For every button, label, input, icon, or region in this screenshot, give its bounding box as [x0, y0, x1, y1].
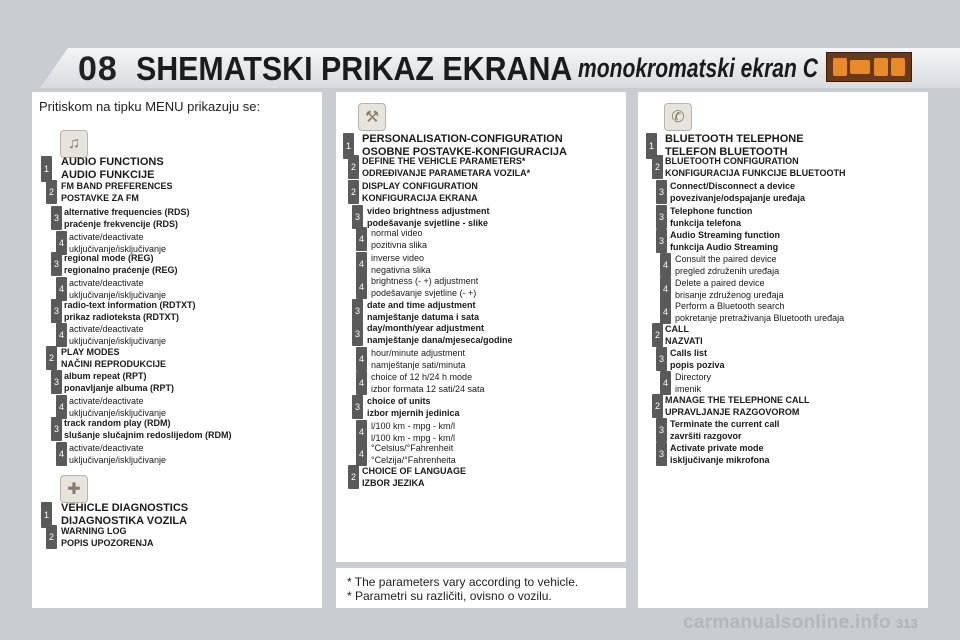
- level-badge: 2: [46, 525, 57, 549]
- entry-croatian: završiti razgovor: [670, 431, 742, 441]
- menu-entry-level-4: [371, 371, 485, 395]
- menu-entry-level-3: [64, 299, 196, 323]
- menu-entry-level-4: [675, 253, 779, 277]
- entry-english: Audio Streaming function: [670, 230, 780, 240]
- entry-english: PLAY MODES: [61, 347, 120, 357]
- entry-croatian: UPRAVLJANJE RAZGOVOROM: [665, 407, 800, 417]
- level-badge: 4: [356, 227, 367, 251]
- entry-croatian: podešavanje svjetline - slike: [367, 218, 489, 228]
- menu-entry-level-1: [61, 156, 164, 182]
- menu-entry-level-3: [64, 370, 174, 394]
- menu-entry-level-2: [665, 155, 846, 179]
- entry-croatian: NAČINI REPRODUKCIJE: [61, 359, 167, 369]
- menu-entry-level-2: [665, 394, 810, 418]
- level-badge: 3: [51, 417, 62, 441]
- level-badge: 4: [56, 395, 67, 419]
- level-badge: 4: [356, 371, 367, 395]
- entry-croatian: funkcija Audio Streaming: [670, 242, 779, 252]
- menu-entry-level-4: [675, 277, 784, 301]
- entry-croatian: namještanje datuma i sata: [367, 312, 480, 322]
- entry-croatian: negativna slika: [371, 265, 431, 275]
- entry-english: normal video: [371, 228, 423, 238]
- entry-croatian: AUDIO FUNKCIJE: [61, 169, 155, 181]
- entry-english: MANAGE THE TELEPHONE CALL: [665, 395, 810, 405]
- entry-croatian: pozitivna slika: [371, 240, 428, 250]
- entry-croatian: slušanje slučajnim redoslijedom (RDM): [64, 430, 232, 440]
- entry-english: BLUETOOTH CONFIGURATION: [665, 156, 799, 166]
- entry-croatian: KONFIGURACIJA FUNKCIJE BLUETOOTH: [665, 168, 846, 178]
- menu-entry-level-2: [665, 323, 703, 347]
- entry-croatian: °Celzija/°Fahrenheita: [371, 455, 456, 465]
- entry-english: day/month/year adjustment: [367, 323, 485, 333]
- entry-english: alternative frequencies (RDS): [64, 207, 190, 217]
- level-badge: 2: [348, 465, 359, 489]
- entry-english: Telephone function: [670, 206, 753, 216]
- menu-entry-level-4: [69, 277, 166, 301]
- entry-english: album repeat (RPT): [64, 371, 147, 381]
- entry-english: DISPLAY CONFIGURATION: [362, 181, 478, 191]
- level-badge: 3: [656, 442, 667, 466]
- entry-croatian: uključivanje/isključivanje: [69, 455, 167, 465]
- level-badge: 2: [46, 346, 57, 370]
- entry-croatian: namještanje sati/minuta: [371, 360, 466, 370]
- level-badge: 3: [51, 299, 62, 323]
- entry-english: track random play (RDM): [64, 418, 171, 428]
- page-number: 313: [896, 616, 918, 631]
- entry-croatian: l/100 km - mpg - km/l: [371, 433, 456, 443]
- level-badge: 1: [646, 133, 657, 159]
- entry-english: Activate private mode: [670, 443, 764, 453]
- level-badge: 4: [356, 347, 367, 371]
- entry-english: Calls list: [670, 348, 708, 358]
- entry-english: CHOICE OF LANGUAGE: [362, 466, 467, 476]
- menu-entry-level-3: [670, 442, 770, 466]
- level-badge: 4: [660, 300, 671, 324]
- phone-icon: ✆: [664, 103, 692, 131]
- footnote-hr: * Parametri su različiti, ovisno o vozilu.: [347, 589, 552, 603]
- entry-croatian: isključivanje mikrofona: [670, 455, 770, 465]
- menu-entry-level-3: [670, 229, 780, 253]
- entry-english: VEHICLE DIAGNOSTICS: [61, 502, 189, 514]
- footnote-en: * The parameters vary according to vehicle.: [347, 575, 579, 589]
- entry-croatian: popis poziva: [670, 360, 725, 370]
- page-header: [0, 0, 960, 90]
- level-badge: 3: [656, 229, 667, 253]
- level-badge: 3: [51, 252, 62, 276]
- entry-croatian: ODREĐIVANJE PARAMETARA VOZILA*: [362, 168, 531, 178]
- page-subtitle: monokromatski ekran C: [578, 53, 818, 83]
- watermark: carmanualsonline.info: [683, 612, 891, 633]
- menu-entry-level-3: [64, 417, 232, 441]
- entry-croatian: namještanje dana/mjeseca/godine: [367, 335, 513, 345]
- level-badge: 4: [660, 371, 671, 395]
- chapter-number: 08: [78, 50, 118, 88]
- level-badge: 2: [652, 155, 663, 179]
- level-badge: 4: [356, 275, 367, 299]
- level-badge: 2: [348, 155, 359, 179]
- entry-english: BLUETOOTH TELEPHONE: [665, 133, 804, 145]
- entry-croatian: POPIS UPOZORENJA: [61, 538, 154, 548]
- menu-entry-level-3: [367, 395, 460, 419]
- level-badge: 3: [352, 205, 363, 229]
- entry-croatian: POSTAVKE ZA FM: [61, 193, 139, 203]
- menu-entry-level-4: [371, 442, 456, 466]
- menu-entry-level-3: [64, 206, 190, 230]
- menu-entry-level-2: [362, 155, 530, 179]
- entry-english: l/100 km - mpg - km/l: [371, 421, 456, 431]
- menu-entry-level-4: [371, 252, 431, 276]
- level-badge: 4: [56, 277, 67, 301]
- entry-croatian: pokretanje pretraživanja Bluetooth uređaja: [675, 313, 845, 323]
- entry-croatian: povezivanje/odspajanje uređaja: [670, 193, 806, 203]
- monochrome-screen-c-icon: [826, 52, 912, 82]
- menu-entry-level-3: [670, 418, 779, 442]
- level-badge: 4: [660, 277, 671, 301]
- level-badge: 3: [656, 418, 667, 442]
- entry-croatian: izbor formata 12 sati/24 sata: [371, 384, 485, 394]
- entry-croatian: prikaz radioteksta (RDTXT): [64, 312, 180, 322]
- entry-croatian: podešavanje svjetline (- +): [371, 288, 477, 298]
- entry-english: AUDIO FUNCTIONS: [61, 156, 164, 168]
- entry-croatian: uključivanje/isključivanje: [69, 408, 167, 418]
- level-badge: 3: [656, 180, 667, 204]
- entry-english: radio-text information (RDTXT): [64, 300, 196, 310]
- menu-entry-level-4: [371, 275, 478, 299]
- menu-entry-level-3: [670, 205, 752, 229]
- entry-english: °Celsius/°Fahrenheit: [371, 443, 454, 453]
- level-badge: 3: [352, 322, 363, 346]
- menu-entry-level-2: [61, 525, 154, 549]
- entry-croatian: imenik: [675, 384, 702, 394]
- entry-croatian: DIJAGNOSTIKA VOZILA: [61, 515, 188, 527]
- level-badge: 1: [41, 502, 52, 528]
- level-badge: 4: [660, 253, 671, 277]
- entry-english: video brightness adjustment: [367, 206, 490, 216]
- entry-english: activate/deactivate: [69, 232, 144, 242]
- entry-english: Connect/Disconnect a device: [670, 181, 796, 191]
- entry-croatian: pregled združenih uređaja: [675, 266, 780, 276]
- menu-entry-level-4: [69, 442, 166, 466]
- menu-entry-level-4: [675, 371, 711, 395]
- menu-entry-level-4: [371, 347, 466, 371]
- entry-croatian: izbor mjernih jedinica: [367, 408, 460, 418]
- entry-english: Terminate the current call: [670, 419, 780, 429]
- menu-entry-level-4: [371, 227, 427, 251]
- entry-croatian: uključivanje/isključivanje: [69, 290, 167, 300]
- level-badge: 4: [356, 442, 367, 466]
- page-title: SHEMATSKI PRIKAZ EKRANA: [136, 50, 573, 87]
- level-badge: 3: [352, 395, 363, 419]
- level-badge: 4: [56, 323, 67, 347]
- entry-english: Directory: [675, 372, 712, 382]
- entry-english: activate/deactivate: [69, 396, 144, 406]
- level-badge: 3: [51, 206, 62, 230]
- footnote: [347, 575, 578, 603]
- level-badge: 4: [356, 252, 367, 276]
- menu-entry-level-3: [670, 180, 805, 204]
- entry-english: Delete a paired device: [675, 278, 765, 288]
- level-badge: 4: [56, 231, 67, 255]
- level-badge: 1: [41, 156, 52, 182]
- menu-entry-level-2: [362, 180, 478, 204]
- level-badge: 2: [652, 323, 663, 347]
- entry-english: hour/minute adjustment: [371, 348, 466, 358]
- menu-entry-level-3: [367, 205, 490, 229]
- entry-croatian: funkcija telefona: [670, 218, 742, 228]
- menu-entry-level-4: [675, 300, 844, 324]
- speaker-icon: ♫: [60, 130, 88, 158]
- menu-entry-level-4: [371, 420, 455, 444]
- entry-english: regional mode (REG): [64, 253, 154, 263]
- level-badge: 3: [656, 205, 667, 229]
- entry-english: CALL: [665, 324, 689, 334]
- entry-croatian: ponavljanje albuma (RPT): [64, 383, 175, 393]
- entry-croatian: OSOBNE POSTAVKE-KONFIGURACIJA: [362, 146, 567, 158]
- level-badge: 3: [352, 299, 363, 323]
- level-badge: 3: [51, 370, 62, 394]
- entry-croatian: praćenje frekvencije (RDS): [64, 219, 179, 229]
- entry-croatian: uključivanje/isključivanje: [69, 336, 167, 346]
- menu-entry-level-2: [61, 346, 166, 370]
- level-badge: 2: [652, 394, 663, 418]
- menu-entry-level-2: [362, 465, 466, 489]
- menu-entry-level-4: [69, 395, 166, 419]
- entry-english: PERSONALISATION-CONFIGURATION: [362, 133, 563, 145]
- entry-english: inverse video: [371, 253, 425, 263]
- tools-icon: ⚒: [358, 103, 386, 131]
- intro-text: Pritiskom na tipku MENU prikazuju se:: [39, 99, 261, 114]
- entry-english: WARNING LOG: [61, 526, 127, 536]
- menu-entry-level-3: [367, 299, 479, 323]
- menu-entry-level-2: [61, 180, 173, 204]
- entry-english: Perform a Bluetooth search: [675, 301, 785, 311]
- entry-croatian: KONFIGURACIJA EKRANA: [362, 193, 478, 203]
- entry-croatian: brisanje združenog uređaja: [675, 290, 784, 300]
- entry-english: activate/deactivate: [69, 443, 144, 453]
- entry-english: date and time adjustment: [367, 300, 476, 310]
- car-diagnostics-icon: ✚: [60, 475, 88, 503]
- level-badge: 4: [56, 442, 67, 466]
- entry-croatian: IZBOR JEZIKA: [362, 478, 425, 488]
- level-badge: 4: [356, 420, 367, 444]
- level-badge: 3: [656, 347, 667, 371]
- entry-english: choice of 12 h/24 h mode: [371, 372, 473, 382]
- entry-croatian: TELEFON BLUETOOTH: [665, 146, 788, 158]
- level-badge: 1: [343, 133, 354, 159]
- entry-english: Consult the paired device: [675, 254, 777, 264]
- entry-croatian: regionalno praćenje (REG): [64, 265, 178, 275]
- entry-english: brightness (- +) adjustment: [371, 276, 479, 286]
- entry-english: DEFINE THE VEHICLE PARAMETERS*: [362, 156, 526, 166]
- menu-entry-level-3: [64, 252, 178, 276]
- entry-english: activate/deactivate: [69, 324, 144, 334]
- entry-english: FM BAND PREFERENCES: [61, 181, 173, 191]
- level-badge: 2: [348, 180, 359, 204]
- entry-croatian: uključivanje/isključivanje: [69, 244, 167, 254]
- entry-croatian: NAZVATI: [665, 336, 703, 346]
- entry-english: choice of units: [367, 396, 431, 406]
- menu-entry-level-4: [69, 323, 166, 347]
- level-badge: 2: [46, 180, 57, 204]
- menu-entry-level-3: [670, 347, 725, 371]
- entry-english: activate/deactivate: [69, 278, 144, 288]
- menu-entry-level-3: [367, 322, 513, 346]
